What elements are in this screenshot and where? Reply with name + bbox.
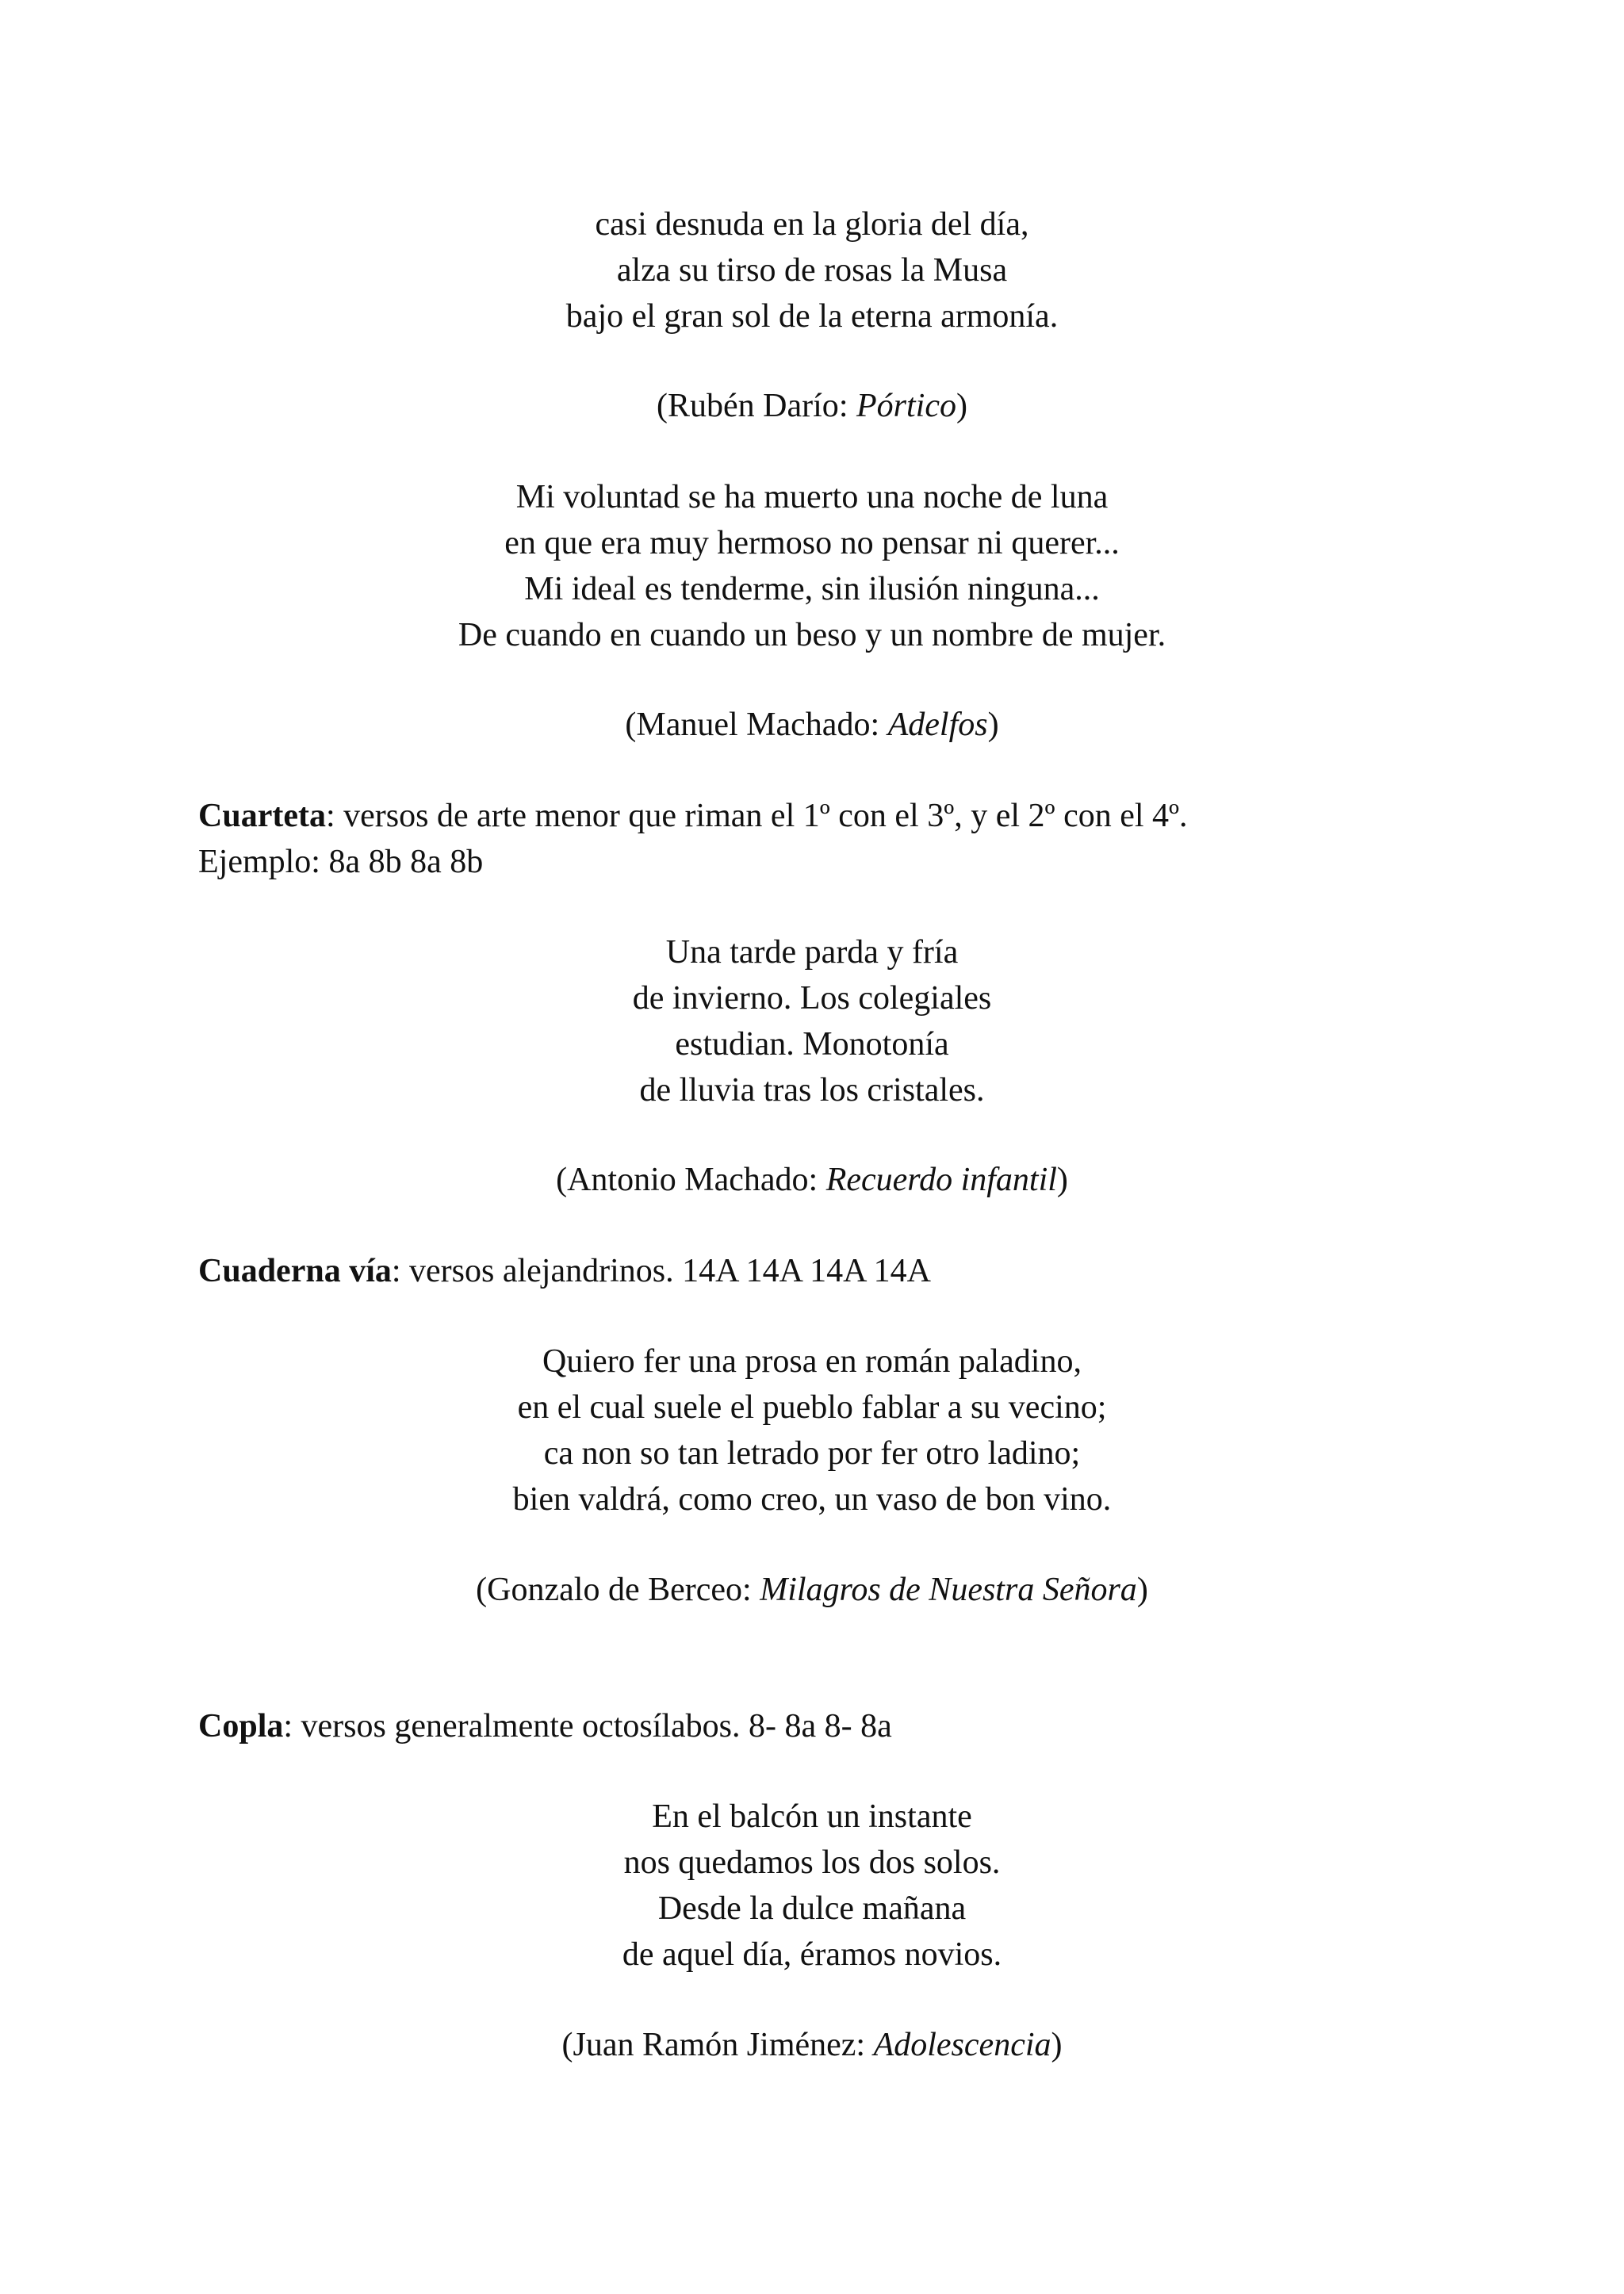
definition-cuarteta (198, 793, 1188, 839)
verse-line: Quiero fer una prosa en román paladino, (542, 1343, 1082, 1380)
verse-line: En el balcón un instante (652, 1798, 972, 1835)
verse-line: Mi ideal es tenderme, sin ilusión ninguna... (524, 571, 1100, 607)
citation-author: Gonzalo de Berceo (487, 1572, 743, 1608)
verse-line: ca non so tan letrado por fer otro ladino; (543, 1435, 1081, 1472)
verse-line: casi desnuda en la gloria del día, (595, 206, 1029, 243)
verse-line: de aquel día, éramos novios. (622, 1936, 1002, 1973)
term-heading: Cuaderna vía (198, 1253, 392, 1289)
term-definition: : versos alejandrinos. 14A 14A 14A 14A (391, 1253, 931, 1289)
citation-work: Adolescencia (873, 2027, 1051, 2063)
verse-line: Desde la dulce mañana (657, 1890, 967, 1927)
citation: (Juan Ramón Jiménez: Adolescencia) (561, 2027, 1063, 2063)
term-heading: Copla (198, 1708, 284, 1744)
citation-work: Pórtico (856, 388, 956, 424)
citation-work: Adelfos (887, 707, 988, 743)
verse-line: de lluvia tras los cristales. (639, 1072, 985, 1109)
verse-line: Mi voluntad se ha muerto una noche de luna (515, 479, 1109, 515)
citation-author: Manuel Machado (636, 707, 871, 743)
citation-work: Milagros de Nuestra Señora (760, 1572, 1137, 1608)
example-line: Ejemplo: 8a 8b 8a 8b (198, 844, 484, 880)
verse-line: bajo el gran sol de la eterna armonía. (565, 298, 1059, 335)
term-definition: : versos generalmente octosílabos. 8- 8a 8- 8a (283, 1708, 892, 1744)
verse-line: en el cual suele el pueblo fablar a su vecino; (517, 1389, 1107, 1426)
verse-line: alza su tirso de rosas la Musa (616, 252, 1008, 289)
term-definition: : versos de arte menor que riman el 1º con el 3º, y el 2º con el 4º. (325, 798, 1188, 834)
citation: (Manuel Machado: Adelfos) (625, 707, 999, 743)
citation-work: Recuerdo infantil (825, 1162, 1057, 1198)
verse-line: estudian. Monotonía (675, 1026, 949, 1063)
verse-line: Una tarde parda y fría (665, 934, 959, 971)
citation-author: Rubén Darío (668, 388, 839, 424)
verse-line: de invierno. Los colegiales (632, 980, 992, 1017)
citation-author: Juan Ramón Jiménez (573, 2027, 856, 2063)
verse-line: nos quedamos los dos solos. (623, 1844, 1001, 1881)
term-heading: Cuarteta (198, 798, 326, 834)
definition-copla (198, 1703, 892, 1749)
verse-line: en que era muy hermoso no pensar ni querer... (504, 525, 1120, 561)
citation: (Antonio Machado: Recuerdo infantil) (556, 1162, 1068, 1198)
citation: (Gonzalo de Berceo: Milagros de Nuestra Señora) (476, 1572, 1148, 1608)
citation-author: Antonio Machado (567, 1162, 809, 1198)
verse-line: De cuando en cuando un beso y un nombre de mujer. (458, 617, 1166, 653)
citation: (Rubén Darío: Pórtico) (657, 388, 967, 424)
verse-line: bien valdrá, como creo, un vaso de bon vino. (512, 1481, 1112, 1518)
definition-cuaderna-via (198, 1248, 931, 1294)
